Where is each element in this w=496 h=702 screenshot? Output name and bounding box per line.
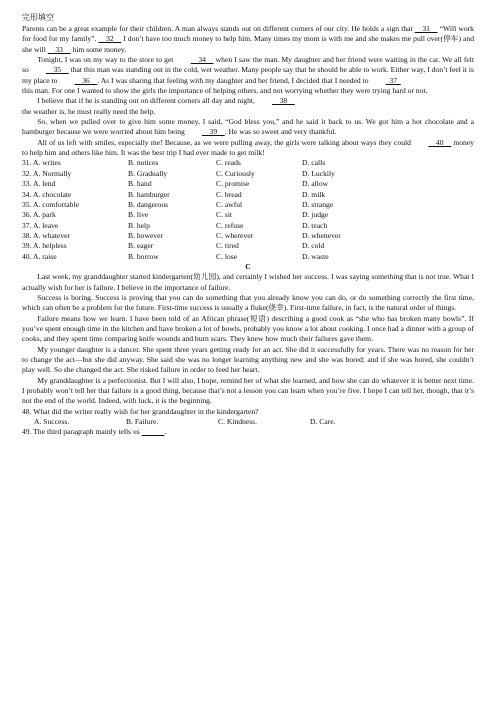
option-d: D. Luckily — [302, 168, 335, 178]
option-a: 39. A. helpless — [22, 241, 67, 251]
question-49 — [22, 427, 474, 437]
question-49-end: . — [164, 427, 167, 437]
option-a: A. Success. — [34, 417, 70, 427]
blank-36: 36 — [74, 75, 98, 85]
question-48 — [22, 407, 474, 428]
cloze-paragraph-2 — [22, 55, 474, 96]
option-b: B. however — [128, 230, 164, 240]
cloze-paragraph-5 — [22, 138, 474, 159]
option-b: B. Gradually — [128, 168, 168, 178]
option-d: D. cold — [302, 241, 325, 251]
option-row-38 — [22, 231, 474, 241]
question-49-blank — [142, 427, 165, 437]
cloze-paragraph-3 — [22, 96, 474, 117]
option-a: 40. A. raise — [22, 251, 57, 261]
option-row-39 — [22, 241, 474, 251]
reading-paragraph-2: Success is boring. Success is proving that you can do something that you already know you can do, or do something correctly the first time, which can often be a problem for the future. First-time success is usually a fluke(侥幸). First-time failure, in fact, is the natural order of things. — [22, 292, 474, 313]
option-a: 35. A. comfortable — [22, 199, 79, 209]
option-b: B. Failure. — [126, 417, 159, 427]
blank-32: 32 — [98, 34, 122, 44]
option-a: 38. A. whatever — [22, 230, 71, 240]
blank-39: 39 — [201, 127, 225, 137]
option-d: D. strange — [302, 199, 334, 209]
cloze-text: that this man was standing out in the cold, wet weather. Many people say that he should be able to work. Either way, I don’t feel it is my place to — [22, 65, 474, 85]
blank-31: 31 — [414, 24, 438, 33]
option-c: C. awful — [216, 199, 243, 209]
option-a: 33. A. lend — [22, 179, 56, 189]
option-d: D. teach — [302, 220, 328, 230]
option-row-35 — [22, 200, 474, 210]
option-a: 34. A. chocolate — [22, 189, 72, 199]
cloze-text: Tonight, I was on my way to the store to get — [37, 55, 174, 65]
option-row-34 — [22, 190, 474, 200]
cloze-paragraph-4 — [22, 117, 474, 138]
option-a: 36. A. park — [22, 210, 56, 220]
cloze-text: Parents can be a great example for their children. A man always stands out on different corners of our city. He holds a sign that — [22, 24, 413, 33]
option-b: B. dangerous — [128, 199, 169, 209]
blank-38: 38 — [271, 96, 295, 106]
cloze-text: All of us left with smiles, especially me! Because, as we were pulling away, the girls were talking about ways they could — [37, 137, 411, 147]
option-c: C. Curiously — [216, 168, 255, 178]
option-row-36 — [22, 210, 474, 220]
option-c: C. sit — [216, 210, 233, 220]
option-d: D. judge — [302, 210, 329, 220]
blank-33: 33 — [47, 44, 71, 54]
option-c: C. Kindness. — [218, 417, 258, 427]
reading-paragraph-5: My granddaughter is a perfectionist. But I will also, I hope, remind her of what she learned, and how she can do whatever it is better next time. I probably won’t tell her that failure is a good thing, because that’s not a lesson you can learn when you’re five. I hope I can tell her, though, that it’s not the end of the world. Indeed, with luck, it is the beginning. — [22, 375, 474, 406]
blank-34: 34 — [190, 55, 214, 65]
cloze-text: So, when we pulled over to give him some money, I said, “God bless you,” and he said it back to us. We got him a hot chocolate and a hamburger because we were worried about him being — [22, 117, 474, 137]
option-a: 32. A. Normally — [22, 168, 72, 178]
option-c: C. reads — [216, 158, 241, 168]
option-c: C. lose — [216, 251, 238, 261]
option-b: B. help — [128, 220, 150, 230]
cloze-text: when I saw the man. My daughter and her friend were waiting in the car. We all felt so — [22, 55, 474, 75]
option-a: 37. A. leave — [22, 220, 59, 230]
option-b: B. hamburger — [128, 189, 170, 199]
option-c: C. tired — [216, 241, 239, 251]
reading-paragraph-4: My younger daughter is a dancer. She spent three years getting ready for an act. She did it successfully for years. There was no reason for her to change the act—but she did anyway. She said she was no longer learning anything new and she was bored; and if she was bored, she couldn’t play well. So she changed the act. She risked failure in order to feed her heart. — [22, 344, 474, 375]
option-b: B. eager — [128, 241, 154, 251]
blank-40: 40 — [428, 137, 452, 147]
option-d: D. waste — [302, 251, 329, 261]
option-c: C. promise — [216, 179, 250, 189]
option-b: B. hand — [128, 179, 152, 189]
option-b: B. notices — [128, 158, 159, 168]
cloze-text: . As I was sharing that feeling with my daughter and her friend, I decided that I needed to — [97, 75, 369, 85]
option-row-32 — [22, 169, 474, 179]
option-row-31 — [22, 158, 474, 168]
reading-paragraph-1: Last week, my granddaughter started kindergarten(幼儿园), and certainly I wished her success. I was saying something that is not true. What I actually wish for her is failure. I believe in the importance of failure. — [22, 272, 474, 292]
question-48-options — [22, 417, 474, 427]
option-row-33 — [22, 179, 474, 189]
section-title: 完形填空 — [22, 13, 54, 22]
option-d: D. milk — [302, 189, 326, 199]
cloze-text: the weather is, he must really need the help. — [22, 106, 156, 116]
cloze-text: money to help him and others like him. It was the best trip I had ever made to get milk! — [22, 137, 475, 158]
cloze-text: I don’t have too much money to help him. Many times my mom is with me and she makes me pull over(停车) and she will — [22, 34, 474, 54]
question-49-stem: 49. The third paragraph mainly tells us — [22, 427, 140, 437]
option-d: D. whenever — [302, 230, 341, 240]
question-48-stem: 48. What did the writer really wish for her granddaughter in the kindergarten? — [22, 406, 259, 416]
option-d: D. calls — [302, 158, 326, 168]
cloze-text: him some money. — [72, 44, 127, 54]
option-b: B. live — [128, 210, 149, 220]
blank-35: 35 — [45, 65, 69, 75]
option-c: C. refuse — [216, 220, 244, 230]
option-d: D. Care. — [310, 417, 336, 427]
option-c: C. bread — [216, 189, 242, 199]
cloze-text: . He was so sweet and very thankful. — [224, 127, 337, 137]
cloze-text: “Will work for food for my family”. — [22, 24, 474, 44]
cloze-paragraph-1 — [22, 24, 474, 55]
option-a: 31. A. writes — [22, 158, 61, 168]
option-row-37 — [22, 221, 474, 231]
option-c: C. wherever — [216, 230, 254, 240]
cloze-text: this man. For one I wanted to show the girls the importance of helping others, and not worrying whether they were trying hard or not. — [22, 86, 428, 96]
cloze-text: I believe that if he is standing out on different corners all day and night, — [37, 96, 255, 106]
option-d: D. allow — [302, 179, 329, 189]
option-list — [22, 158, 474, 261]
section-c-heading: C — [245, 261, 251, 271]
option-b: B. borrow — [128, 251, 159, 261]
reading-paragraph-3: Failure means how we learn. I have been told of an African phrase(短语) describing a good cook as “she who has broken many bowls”. If you’ve spent enough time in the kitchen and have broken a lot of bowls, probably you know a lot about cooking. I once had a dinner with a group of cooks, and they spent time comparing knife wounds and burn scars. They knew how much their failures gave them. — [22, 313, 474, 344]
option-row-40 — [22, 252, 474, 262]
blank-37: 37 — [385, 75, 401, 85]
